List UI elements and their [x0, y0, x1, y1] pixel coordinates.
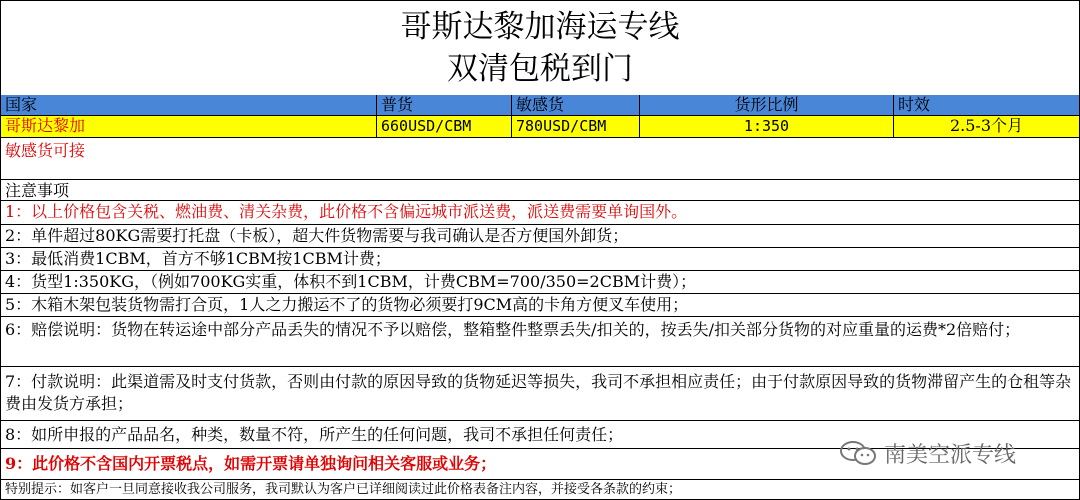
title-block: [1, 1, 1079, 96]
header-general-goods: 普货: [377, 95, 512, 115]
header-volume-ratio: 货形比例: [640, 95, 894, 115]
watermark-text: 南美空派专线: [884, 442, 1017, 468]
cell-volume-ratio: 1:350: [640, 116, 894, 137]
sensitive-goods-note: 敏感货可接: [5, 141, 86, 160]
note-item: 5：木箱木架包装货物需打合页，1人之力搬运不了的货物必须要打9CM高的卡角方便叉车使用；: [1, 294, 1079, 317]
header-country: 国家: [1, 95, 377, 115]
watermark: [838, 436, 1016, 470]
note-item-tax: 9：此价格不含国内开票税点，如需开票请单独询问相关客服或业务；: [1, 449, 1079, 480]
note-item: 6：赔偿说明：货物在转运途中部分产品丢失的情况不予以赔偿，整箱整件整票丢失/扣关的，按丢失/扣关部分货物的对应重量的运费*2倍赔付；: [1, 317, 1079, 367]
note-item: 3：最低消费1CBM，首方不够1CBM按1CBM计费；: [1, 248, 1079, 271]
note-item: 7：付款说明：此渠道需及时支付货款，否则由付款的原因导致的货物延迟等损失，我司不承担相应责任；由于付款原因导致的货物滞留产生的仓租等杂费由发货方承担；: [1, 367, 1079, 421]
note-item: 2：单件超过80KG需要打托盘（卡板），超大件货物需要与我司确认是否方便国外卸货；: [1, 225, 1079, 248]
table-header-row: [1, 95, 1079, 116]
cell-sensitive-price: 780USD/CBM: [512, 116, 640, 137]
footer-notice: 特别提示：如客户一旦同意接收我公司服务，我司默认为客户已详细阅读过此价格表备注内容，并接受各条款的约束；: [5, 482, 682, 497]
page-title: 哥斯达黎加海运专线: [400, 9, 680, 45]
cell-transit-time: 2.5-3个月: [949, 116, 1024, 135]
note-item: 4：货型1:350KG，（例如700KG实重，体积不到1CBM，计费CBM=700/350=2CBM计费）；: [1, 271, 1079, 294]
note-item: 1：以上价格包含关税、燃油费、清关杂费，此价格不含偏远城市派送费，派送费需要单询国外。: [1, 201, 1079, 225]
page-subtitle: 双清包税到门: [447, 51, 633, 87]
cell-general-price: 660USD/CBM: [377, 116, 512, 137]
wechat-icon: [838, 439, 878, 467]
cell-country: 哥斯达黎加: [1, 116, 377, 137]
header-sensitive-goods: 敏感货: [512, 95, 640, 115]
notes-heading: 注意事项: [1, 179, 1079, 201]
header-transit-time: 时效: [898, 95, 931, 114]
note-item: 8：如所申报的产品品名，种类，数量不符，所产生的任何问题，我司不承担任何责任；: [1, 421, 1079, 449]
table-row: [1, 116, 1079, 138]
